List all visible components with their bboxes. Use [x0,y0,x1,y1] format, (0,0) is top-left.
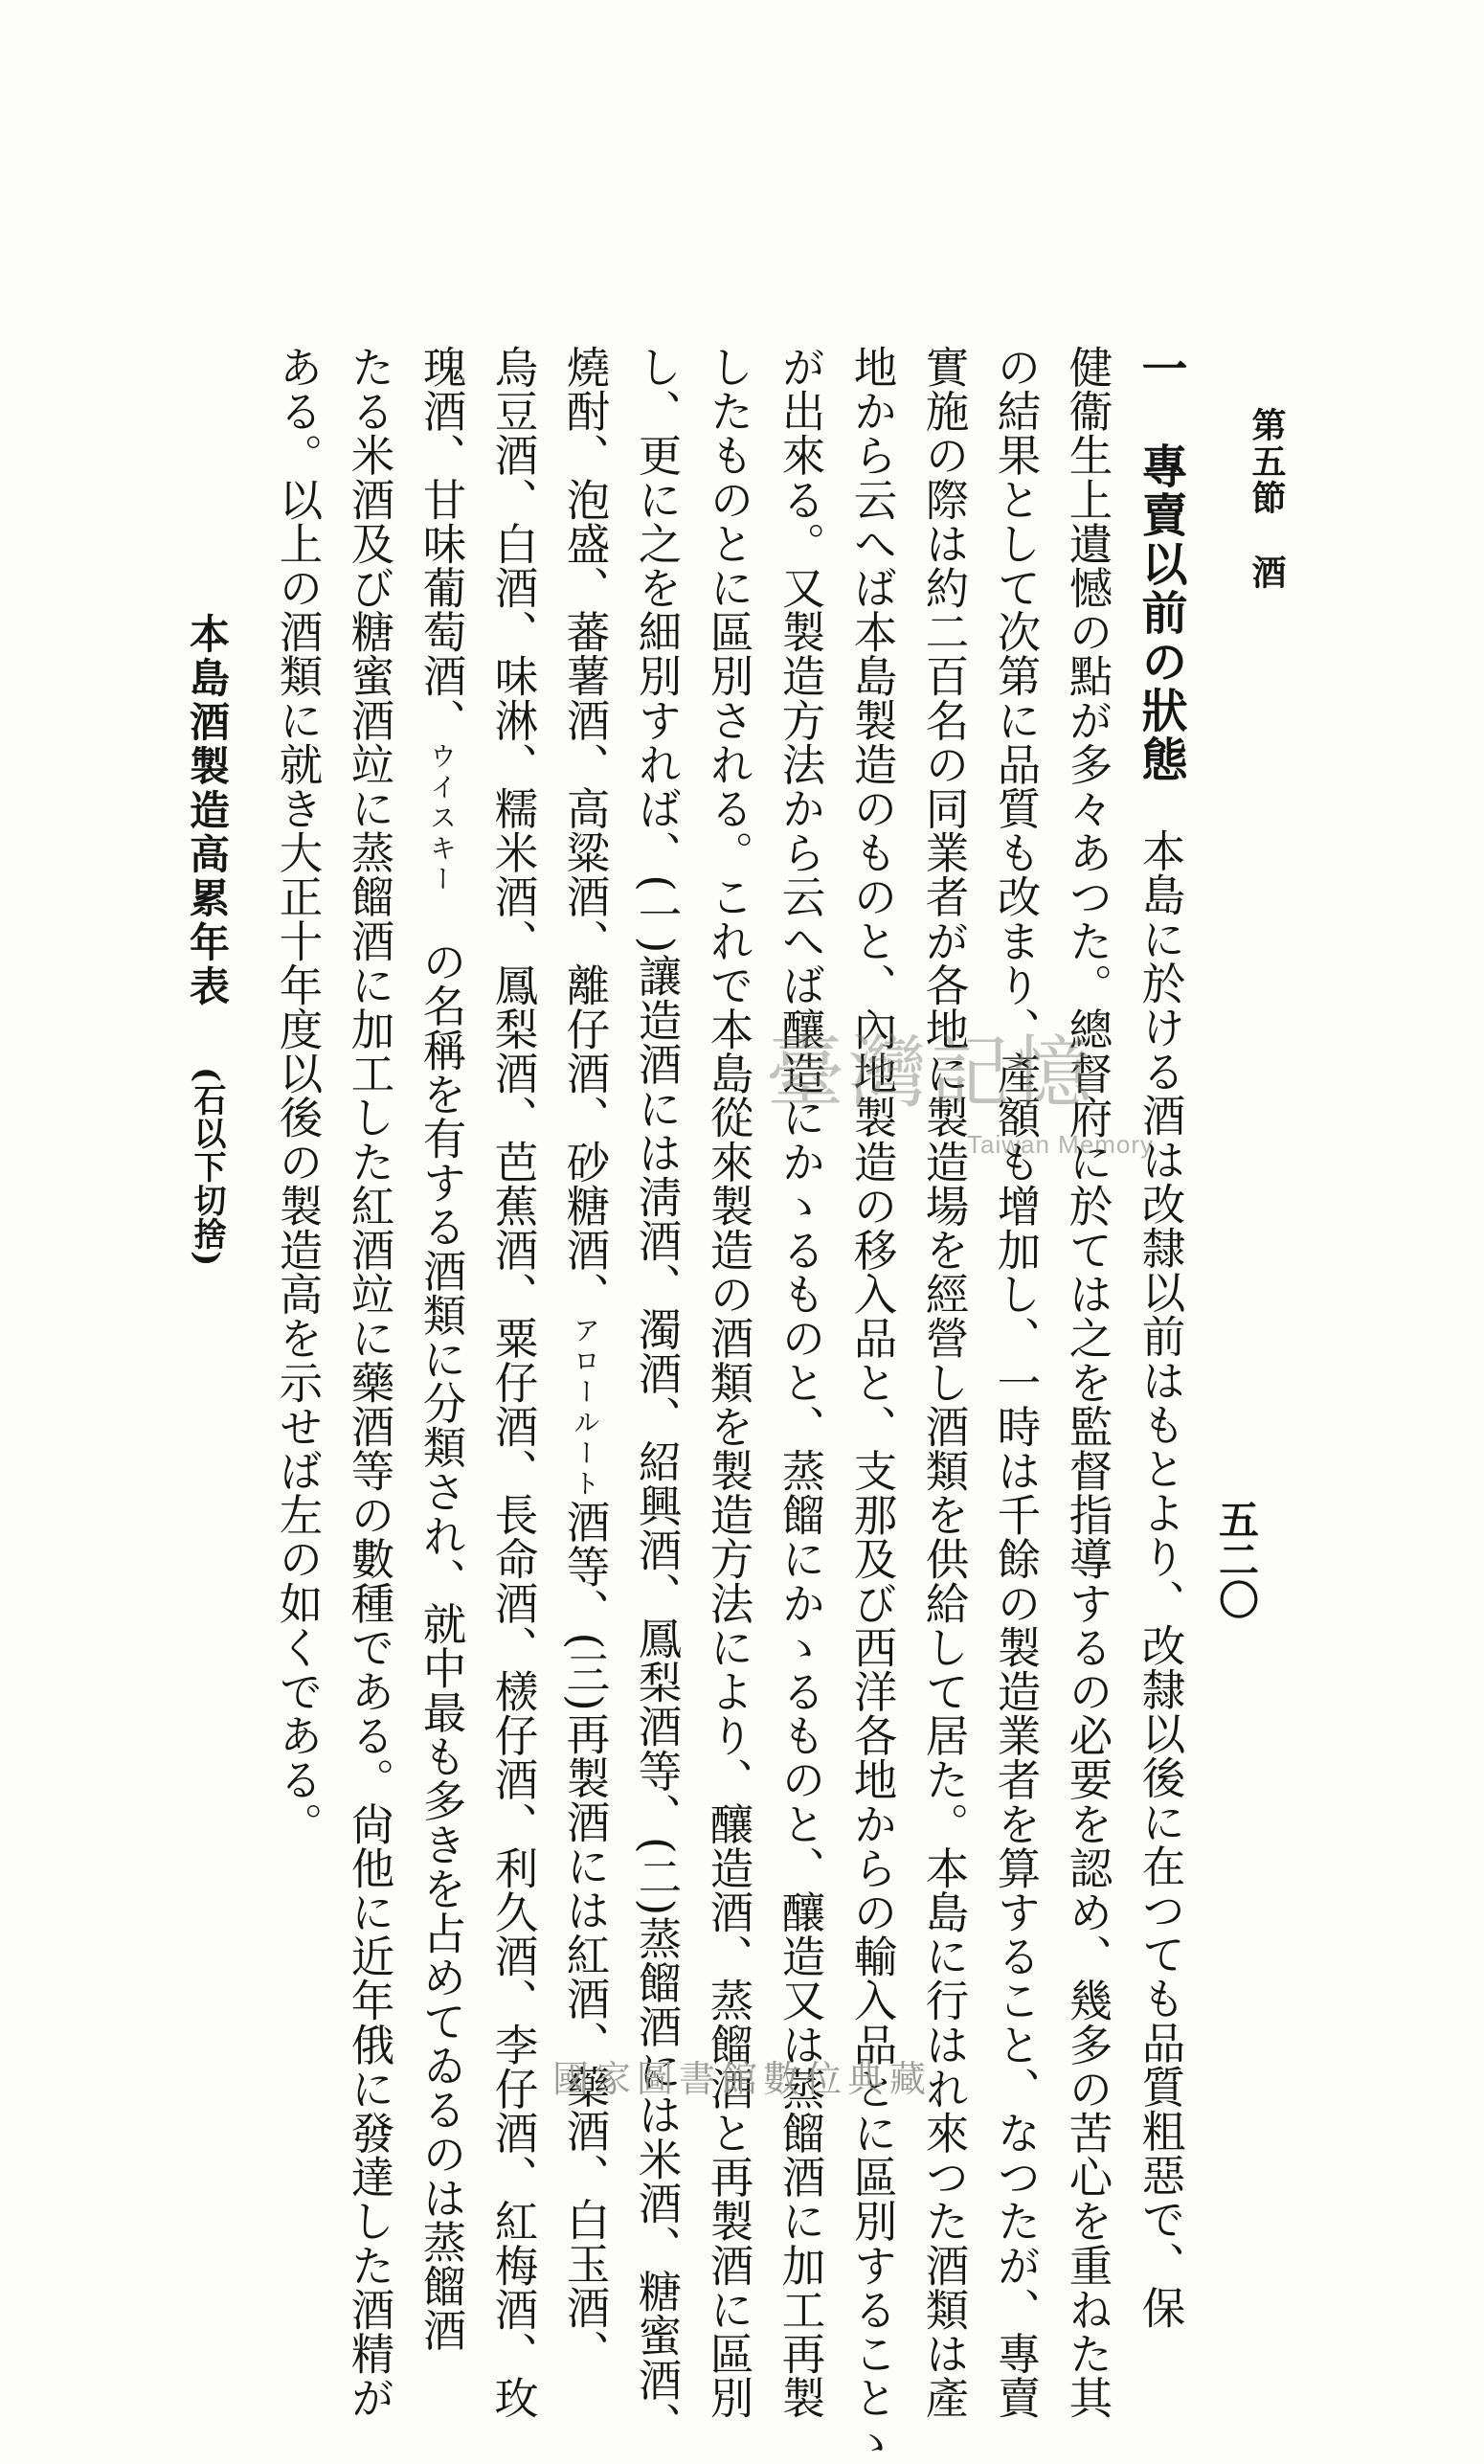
watermark-logo: 臺灣記憶 [766,1028,1096,1119]
body-line-4: 實施の際は約二百名の同業者が各地に製造場を經營し酒類を供給して居た。本島に行はれ來つた酒類は產 [919,345,970,2420]
body-line-6: が出來る。又製造方法から云へば釀造にかゝるものと、蒸餾にかゝるものと、釀造又は蒸餾酒に加工再製 [776,345,826,2420]
body-line-11-b: の名稱を有する酒類に分類され、就中最も多きを占めてゐるのは蒸餾酒 [416,939,467,2353]
body-line-9-b: 酒等、(三)再製酒には紅酒、藥酒、白玉酒、 [560,1500,611,2374]
body-line-11 [406,345,478,2353]
table-caption-note: (石以下切捨) [188,1067,226,1268]
body-line-10: 烏豆酒、白酒、味淋、糯米酒、鳳梨酒、芭蕉酒、粟仔酒、長命酒、檨仔酒、利久酒、李仔酒、紅梅酒、玫 [488,345,539,2420]
body-line-7: したものとに區別される。これで本島從來製造の酒類を製造方法により、釀造酒、蒸餾酒と再製酒に區別 [704,345,754,2420]
body-line-9-a: 燒酎、泡盛、蕃薯酒、高粱酒、離仔酒、砂糖酒、 [560,345,611,1317]
body-line-8: し、更に之を細別すれば、(一)讓造酒には淸酒、濁酒、紹興酒、鳳梨酒等、(二)蒸餾酒には米酒、糖蜜酒、 [632,345,683,2447]
kana-whisky: ウイスキー [426,741,458,895]
page-number: 五二〇 [1213,1499,1260,1619]
body-line-11-a: 瑰酒、甘味葡萄酒、 [416,345,467,742]
body-line-1-text: 本島に於ける酒は改隸以前はもとより、改隸以後に在つても品質粗惡で、保 [1135,828,1186,2330]
body-line-2: 健衞生上遺憾の點が多々あつた。總督府に於ては之を監督指導するの必要を認め、幾多の苦心を重ねた其 [1063,345,1113,2420]
body-line-12: たる米酒及び糖蜜酒竝に蒸餾酒に加工した紅酒竝に藥酒等の數種である。尙他に近年俄に發達した酒精が [345,345,395,2420]
kana-arrowroot: アロールート [570,1316,601,1501]
table-caption [184,613,231,1268]
body-line-5: 地から云へば本島製造のものと、內地製造の移入品と、支那及び西洋各地からの輸入品とに區別することゝ [847,345,898,2464]
table-caption-title: 本島酒製造高累年表 [184,613,231,1009]
footer-credit: 國家圖書館數位典藏 [551,2058,932,2100]
subject-label: 酒 [1247,554,1287,591]
body-line-3: の結果として次第に品質も改まり、產額も增加し、一時は千餘の製造業者を算すること、なつたが、專賣 [991,345,1042,2420]
section-heading [1134,345,1187,784]
chapter-label: 第五節 [1247,407,1287,516]
body-line-13: ある。以上の酒類に就き大正十年度以後の製造高を示せば左の如くである。 [273,345,324,1846]
heading-number: 一 [1134,345,1187,394]
watermark-subtitle: Taiwan Memory [967,1130,1155,1159]
body-line-9 [550,345,621,2374]
heading-title: 專賣以前の狀態 [1134,442,1187,784]
running-header [1247,407,1287,591]
